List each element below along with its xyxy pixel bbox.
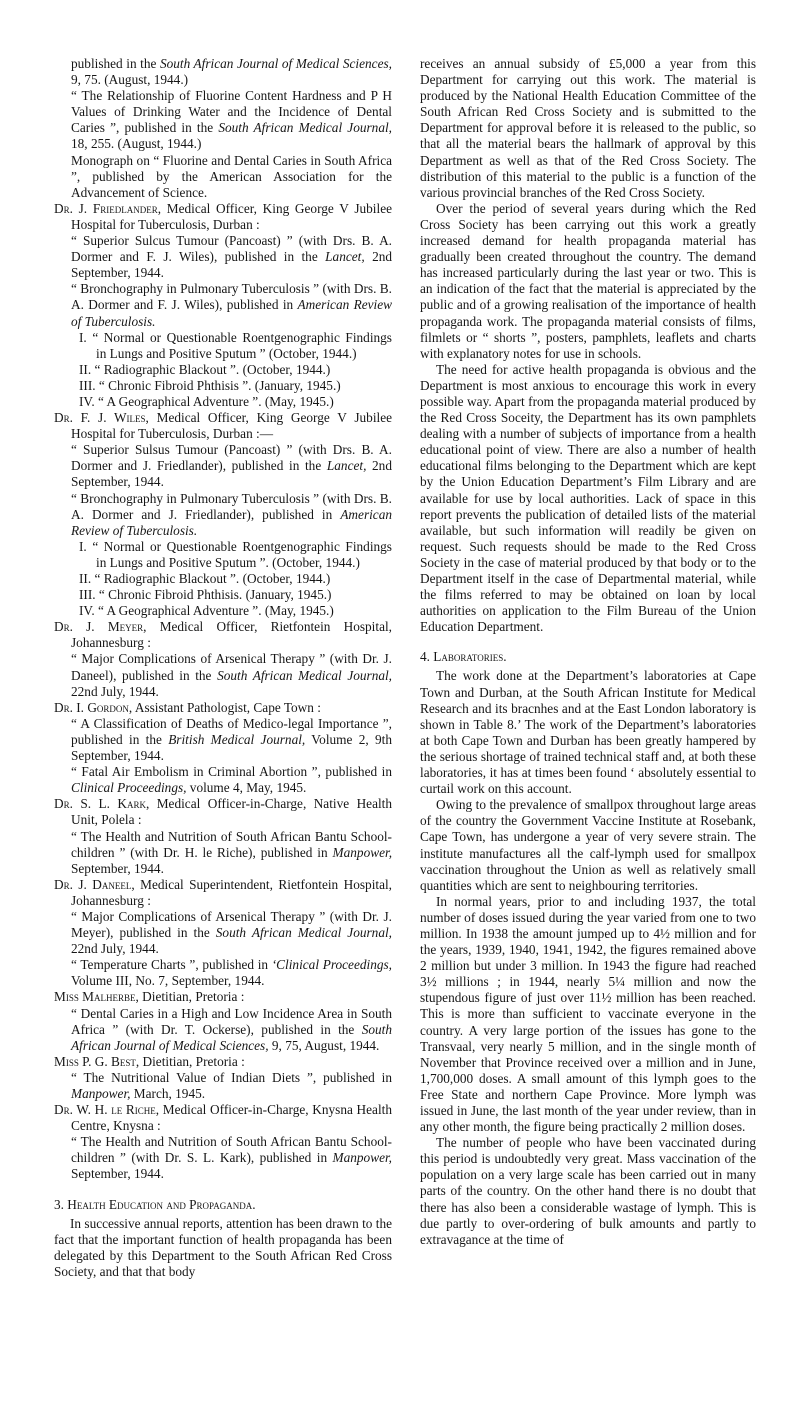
- entry-text: “ Superior Sulcus Tumour (Pancoast) ” (with Drs. B. A. Dormer and F. J. Wiles), published in the Lancet, 2nd September, 1944.: [71, 233, 393, 281]
- entry-text: Monograph on “ Fluorine and Dental Caries in South Africa ”, published by the American Association for the Advancement of Science.: [71, 152, 392, 200]
- author-heading: Dr. I. Gordon, Assistant Pathologist, Cape Town :: [54, 699, 321, 715]
- author-heading: Dr. F. J. Wiles, Medical Officer, King George V Jubilee Hospital for Tuberculosis, Durban :—: [54, 410, 393, 442]
- right-column: [420, 56, 756, 1248]
- body-paragraph: In normal years, prior to and including 1937, the total number of doses issued during the year varied from one to two million. In 1938 the amount jumped up to 4½ million and for the years, 1939, 1940, 1941, 1942, the figures remained above 2 million but under 3 million. In 1943 the figure had reached 3½ millions ; in 1944, nearly 5¼ million and now the stupendous figure of just over 11½ million has been reached. This is more than sufficient to vaccinate everyone in the country. A very large portion of the issues has gone to the Transvaal, very nearly 5 million, and in the single month of November that Province received over a million and in June, 1,700,000 doses. A small amount of this lymph goes to the Free State and northern Cape Province. More lymph was issued in June, the last month of the year under review, than in any other month, the figure being practically 2 million doses.: [420, 893, 756, 1135]
- entry-text: “ The Nutritional Value of Indian Diets ”, published in Manpower, March, 1945.: [71, 1069, 392, 1101]
- author-heading: Dr. J. Friedlander, Medical Officer, King George V Jubilee Hospital for Tuberculosis, Durban :: [54, 200, 392, 232]
- author-heading: Miss P. G. Best, Dietitian, Pretoria :: [54, 1053, 245, 1069]
- entry-text: “ Temperature Charts ”, published in ‘Clinical Proceedings, Volume III, No. 7, September, 1944.: [71, 957, 392, 989]
- entry-text: “ Superior Sulsus Tumour (Pancoast) ” (with Drs. B. A. Dormer and J. Friedlander), published in the Lancet, 2nd September, 1944.: [71, 442, 392, 490]
- body-paragraph: The work done at the Department’s laboratories at Cape Town and Durban, at the South African Institute for Medical Research and its bracnhes and at the East London laboratory is shown in Table 8.’ The work of the Department’s laboratories at both Cape Town and Durban has been greatly hampered by the serious shortage of trained technical staff and, at both these laboratories, it has at times been found ‘ absolutely essential to curtail work on this account.: [420, 668, 756, 797]
- author-heading: Dr. J. Meyer, Medical Officer, Rietfontein Hospital, Johannesburg :: [54, 619, 392, 651]
- entry-text: “ Bronchography in Pulmonary Tuberculosis ” (with Drs. B. A. Dormer and J. Friedlander), published in American Review of Tuberculosis.: [71, 490, 393, 538]
- section-heading-health-education: 3. Health Education and Propaganda.: [54, 1196, 256, 1212]
- entry-text: “ Bronchography in Pulmonary Tuberculosis ” (with Drs. B. A. Dormer and F. J. Wiles), published in American Review of Tuberculosis.: [71, 281, 392, 329]
- author-heading: Dr. J. Daneel, Medical Superintendent, Rietfontein Hospital, Johannesburg :: [54, 876, 393, 908]
- body-paragraph: The number of people who have been vaccinated during this period is undoubtedly very great. Mass vaccination of the population on a very large scale has been carried out in many parts of the country. On the other hand there is no doubt that there has also been a considerable wastage of lymph. This is due partly to over-ordering of bulk amounts and partly to extravagance at the time of: [420, 1135, 756, 1247]
- body-paragraph: Owing to the prevalence of smallpox throughout large areas of the country the Government Vaccine Institute at Rosebank, Cape Town, has undergone a year of very severe strain. The institute manufactures all the calf-lymph used for smallpox vaccination throughout the Union as well as relatively small quantities which are sent to neighbouring territories.: [420, 797, 756, 893]
- entry-text: IV. “ A Geographical Adventure ”. (May, 1945.): [79, 393, 334, 409]
- author-heading: Miss Malherbe, Dietitian, Pretoria :: [54, 989, 245, 1005]
- entry-text: “ Major Complications of Arsenical Therapy ” (with Dr. J. Daneel), published in the South African Medical Journal, 22nd July, 1944.: [71, 651, 393, 699]
- entry-text: III. “ Chronic Fibroid Phthisis ”. (January, 1945.): [79, 377, 341, 393]
- entry-text: published in the South African Journal of Medical Sciences, 9, 75. (August, 1944.): [71, 56, 392, 88]
- author-heading: Dr. W. H. le Riche, Medical Officer-in-Charge, Knysna Health Centre, Knysna :: [54, 1102, 392, 1134]
- entry-text: “ Dental Caries in a High and Low Incidence Area in South Africa ” (with Dr. T. Ockerse), published in the South African Journal of Medical Sciences, 9, 75, August, 1944.: [71, 1005, 392, 1053]
- author-heading: Dr. S. L. Kark, Medical Officer-in-Charge, Native Health Unit, Polela :: [54, 796, 393, 828]
- entry-text: IV. “ A Geographical Adventure ”. (May, 1945.): [79, 603, 334, 619]
- entry-text: “ A Classification of Deaths of Medico-legal Importance ”, published in the British Medical Journal, Volume 2, 9th September, 1944.: [71, 715, 392, 764]
- entry-text: “ Major Complications of Arsenical Therapy ” (with Dr. J. Meyer), published in the South African Medical Journal, 22nd July, 1944.: [71, 908, 392, 957]
- left-column: [54, 56, 392, 1280]
- entry-text: III. “ Chronic Fibroid Phthisis. (January, 1945.): [79, 587, 332, 603]
- entry-text: “ Fatal Air Embolism in Criminal Abortion ”, published in Clinical Proceedings, volume 4, May, 1945.: [71, 764, 392, 796]
- entry-text: I. “ Normal or Questionable Roentgenographic Findings in Lungs and Positive Sputum ”. (October, 1944.): [79, 538, 392, 570]
- entry-text: “ The Health and Nutrition of South African Bantu School-children ” (with Dr. H. le Riche), published in Manpower, September, 1944.: [71, 828, 393, 876]
- section-heading-laboratories: 4. Laboratories.: [420, 649, 507, 665]
- entry-text: I. “ Normal or Questionable Roentgenographic Findings in Lungs and Positive Sputum ” (October, 1944.): [79, 329, 392, 361]
- entry-text: II. “ Radiographic Blackout ”. (October, 1944.): [79, 361, 331, 377]
- body-paragraph: receives an annual subsidy of £5,000 a year from this Department for carrying out this work. The material is produced by the National Health Education Committee of the South African Red Cross Society and is submitted to the Department for approval before it is released to the public, so that all the material bears the hallmark of approval by this Department as well as that of the Red Cross Society. The distribution of this material to the public is a function of the various provincial branches of the Red Cross Society.: [420, 56, 756, 200]
- entry-text: II. “ Radiographic Blackout ”. (October, 1944.): [79, 571, 331, 586]
- body-paragraph: The need for active health propaganda is obvious and the Department is most anxious to encourage this work in every possible way. Apart from the propaganda material produced by the Red Cross Soceity, the Department has its own pamphlets dealing with a number of subjects of importance from a health educational point of view. There are also a number of health educational films belonging to the Department which are kept by the Union Education Department’s Film Library and are available for use by local authorities. Lack of space in this report prevents the publication of detailed lists of the material available, but such information will readily be given on request. Such requests should be made to the Red Cross Society in the case of material produced by that body or to the Department itself in the case of Departmental material, while the films referred to may be obtained on loan by local authorities on application to the Film Bureau of the Union Education Department.: [420, 361, 756, 635]
- entry-text: “ The Health and Nutrition of South African Bantu School-children ” (with Dr. S. L. Kark), published in Manpower, September, 1944.: [71, 1134, 392, 1182]
- entry-text: “ The Relationship of Fluorine Content Hardness and P H Values of Drinking Water and the Incidence of Dental Caries ”, published in the South African Medical Journal, 18, 255. (August, 1944.): [71, 88, 392, 152]
- body-paragraph: In successive annual reports, attention has been drawn to the fact that the important function of health propaganda has been delegated by this Department to the South African Red Cross Society, and that that body: [54, 1215, 392, 1279]
- body-paragraph: Over the period of several years during which the Red Cross Society has been carrying out this work a greatly increased demand for health propaganda material has gradually been created throughout the country. The demand has increased particularly during the last year or two. This is an indication of the fact that the material is appreciated by the public and of a growing realisation of the importance of health propaganda work. The propaganda material consists of films, filmlets or “ shorts ”, posters, pamphlets, leaflets and charts with explanatory notes for use in schools.: [420, 200, 756, 361]
